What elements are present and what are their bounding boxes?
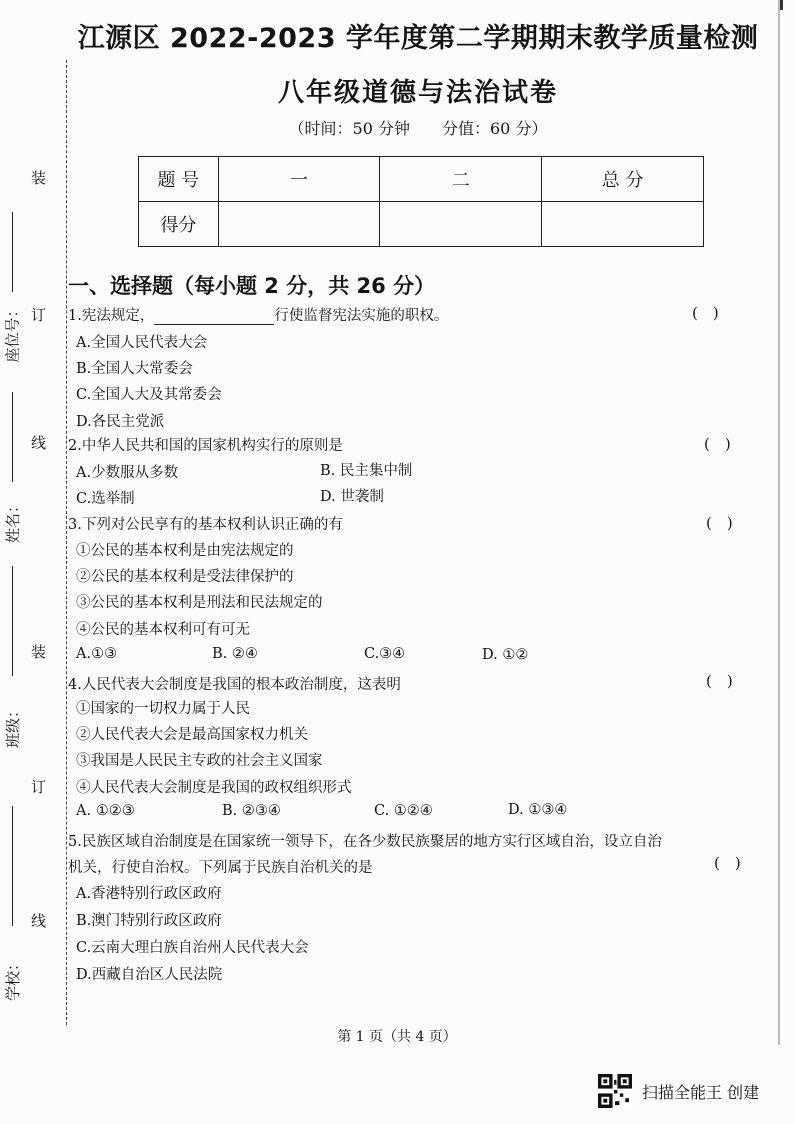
question-2-option-c: C.选举制 xyxy=(76,491,135,507)
exam-meta: （时间：50 分钟 分值：60 分） xyxy=(288,119,548,138)
question-5-option-c: C.云南大理白族自治州人民代表大会 xyxy=(76,940,309,956)
question-5-answer-paren[interactable]: ( ) xyxy=(714,854,741,872)
score-table xyxy=(138,156,704,247)
score-cell: 一 xyxy=(218,157,380,202)
question-4-option-a: A. ①②③ xyxy=(76,803,135,819)
score-input-cell[interactable] xyxy=(542,202,704,247)
school-label: 学校： xyxy=(4,955,23,1002)
score-table-score-row xyxy=(139,202,704,247)
binding-char: 装 xyxy=(31,169,47,187)
qr-code-icon xyxy=(598,1074,632,1108)
binding-margin xyxy=(0,0,60,1124)
question-4-statement-4: ④人民代表大会制度是我国的政权组织形式 xyxy=(76,780,352,796)
page-edge-rule xyxy=(778,0,780,1045)
score-input-cell[interactable] xyxy=(380,202,542,247)
question-1-stem xyxy=(68,304,448,325)
question-3-statement-4: ④公民的基本权利可有可无 xyxy=(76,622,250,638)
question-3-option-a: A.①③ xyxy=(76,646,118,662)
seat-number-label: 座位号： xyxy=(3,302,22,363)
question-3-statement-1: ①公民的基本权利是由宪法规定的 xyxy=(76,543,294,559)
question-4-option-d: D. ①③④ xyxy=(508,802,568,818)
corner-mark xyxy=(780,0,783,10)
question-5-stem-line-1: 5.民族区域自治制度是在国家统一领导下，在各少数民族聚居的地方实行区域自治，设立自治 xyxy=(68,834,662,850)
question-4-option-c: C. ①②④ xyxy=(374,803,433,819)
question-3-option-c: C.③④ xyxy=(364,646,406,662)
name-label: 姓名： xyxy=(4,497,23,544)
question-1-answer-paren[interactable]: ( ) xyxy=(692,304,719,322)
question-5-option-d: D.西藏自治区人民法院 xyxy=(76,967,223,983)
question-4-statement-2: ②人民代表大会是最高国家权力机关 xyxy=(76,727,308,743)
question-1-option-b: B.全国人大常委会 xyxy=(76,361,193,377)
question-4-stem: 4.人民代表大会制度是我国的根本政治制度，这表明 xyxy=(68,677,401,693)
binding-char: 装 xyxy=(31,643,47,661)
question-1-stem-post: 行使监督宪法实施的职权。 xyxy=(274,308,449,324)
question-1-stem-pre: 1.宪法规定， xyxy=(68,308,155,324)
question-3-statement-3: ③公民的基本权利是刑法和民法规定的 xyxy=(76,595,323,611)
question-2-stem: 2.中华人民共和国的国家机构实行的原则是 xyxy=(68,438,343,454)
question-2-answer-paren[interactable]: ( ) xyxy=(704,435,731,453)
score-cell: 总 分 xyxy=(542,157,704,202)
question-3-answer-paren[interactable]: ( ) xyxy=(706,514,733,532)
score-cell: 二 xyxy=(380,157,542,202)
exam-subtitle: 八年级道德与法治试卷 xyxy=(277,78,558,108)
question-1-option-c: C.全国人大及其常委会 xyxy=(76,387,222,403)
question-3-option-d: D. ①② xyxy=(482,647,529,663)
question-4-answer-paren[interactable]: ( ) xyxy=(706,672,733,690)
question-1-option-a: A.全国人民代表大会 xyxy=(76,335,208,351)
binding-dashed-line xyxy=(66,60,67,1025)
score-input-cell[interactable] xyxy=(218,202,380,247)
school-field-line xyxy=(12,806,13,926)
question-2-option-b: B. 民主集中制 xyxy=(320,463,413,479)
question-5-stem-line-2: 机关，行使自治权。下列属于民族自治机关的是 xyxy=(68,860,373,876)
question-5-option-a: A.香港特别行政区政府 xyxy=(76,886,222,902)
question-4-statement-1: ①国家的一切权力属于人民 xyxy=(76,701,250,717)
question-2-option-d: D. 世袭制 xyxy=(320,489,384,505)
question-1-option-d: D.各民主党派 xyxy=(76,414,165,430)
question-4-statement-3: ③我国是人民民主专政的社会主义国家 xyxy=(76,753,323,769)
seat-number-field-line xyxy=(12,212,13,292)
question-5-option-b: B.澳门特别行政区政府 xyxy=(76,913,222,929)
question-1-blank[interactable] xyxy=(154,310,274,325)
binding-char: 订 xyxy=(31,306,47,324)
binding-char: 订 xyxy=(31,778,47,796)
class-label: 班级： xyxy=(4,702,23,749)
name-field-line xyxy=(12,392,13,482)
score-cell: 题 号 xyxy=(139,157,219,202)
scanner-credit-text: 扫描全能王 创建 xyxy=(642,1082,760,1102)
section-title: 一、选择题（每小题 2 分，共 26 分） xyxy=(68,274,436,298)
question-3-stem: 3.下列对公民享有的基本权利认识正确的有 xyxy=(68,517,343,533)
scanner-watermark xyxy=(598,1074,759,1108)
question-3-statement-2: ②公民的基本权利是受法律保护的 xyxy=(76,569,294,585)
question-4-option-b: B. ②③④ xyxy=(222,803,281,819)
class-field-line xyxy=(12,566,13,676)
question-3-option-b: B. ②④ xyxy=(212,646,258,662)
score-cell: 得分 xyxy=(139,202,219,247)
exam-title: 江源区 2022-2023 学年度第二学期期末教学质量检测 xyxy=(77,23,759,54)
binding-char: 线 xyxy=(31,434,47,452)
question-2-option-a: A.少数服从多数 xyxy=(76,465,179,481)
binding-char: 线 xyxy=(31,912,47,930)
score-table-header-row xyxy=(139,157,704,202)
page-number: 第 1 页（共 4 页） xyxy=(337,1029,457,1045)
